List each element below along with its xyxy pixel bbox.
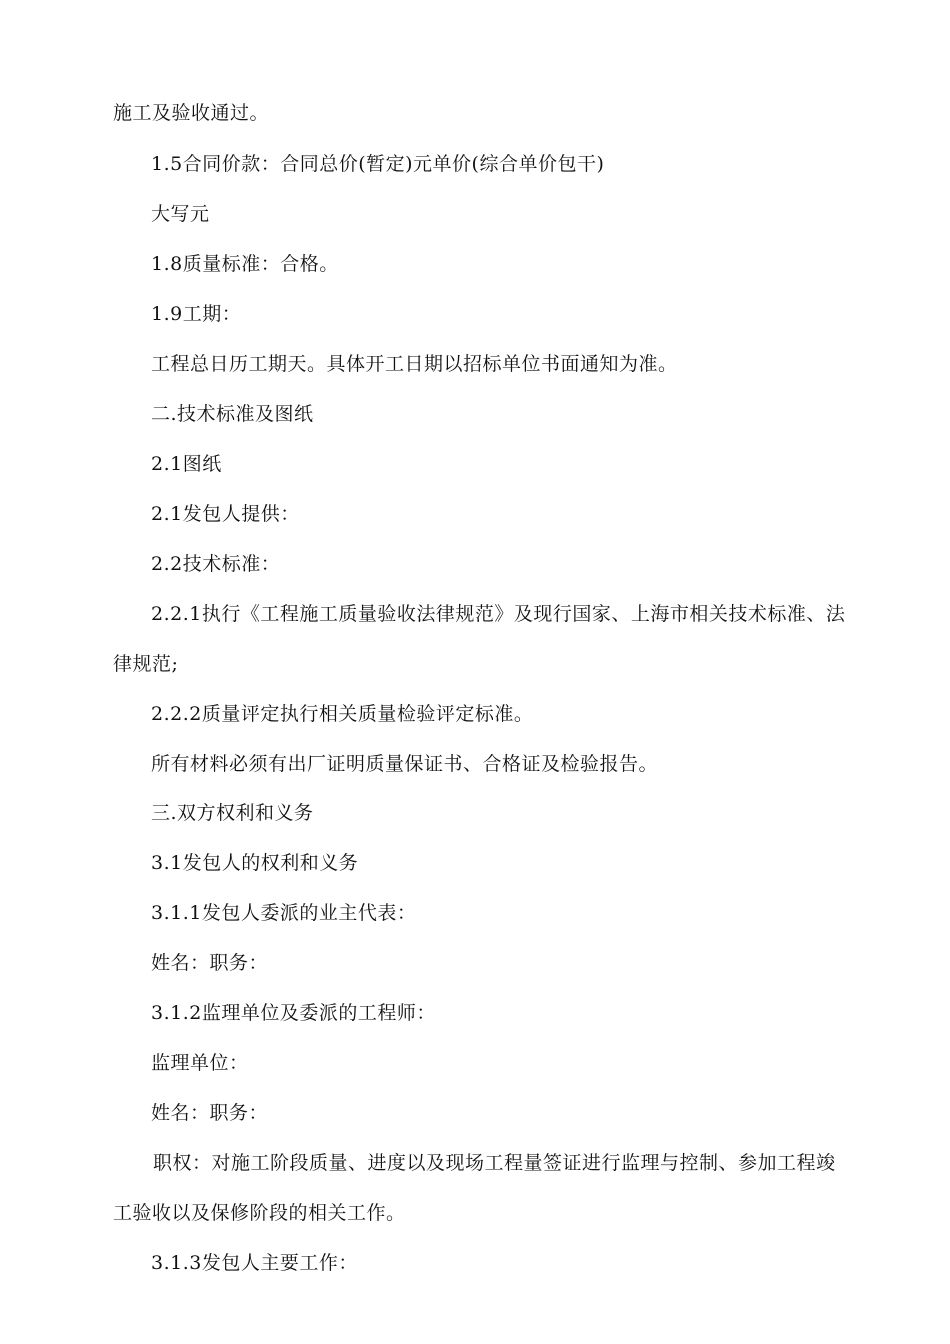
text-line: 2.2技术标准： bbox=[151, 553, 281, 575]
text-line: 1.8质量标准：合格。 bbox=[151, 253, 339, 275]
text-line: 3.1.3发包人主要工作： bbox=[151, 1252, 358, 1274]
text-line: 姓名：职务： bbox=[151, 952, 269, 974]
text-line: 大写元 bbox=[151, 203, 210, 225]
text-line: 工验收以及保修阶段的相关工作。 bbox=[113, 1202, 406, 1224]
text-line: 3.1.2监理单位及委派的工程师： bbox=[151, 1002, 436, 1024]
text-line: 2.2.2质量评定执行相关质量检验评定标准。 bbox=[151, 703, 534, 725]
text-line: 2.2.1执行《工程施工质量验收法律规范》及现行国家、上海市相关技术标准、法 bbox=[151, 603, 846, 625]
text-line: 姓名：职务： bbox=[151, 1102, 269, 1124]
text-line: 1.5合同价款：合同总价(暂定)元单价(综合单价包干) bbox=[151, 153, 605, 175]
section-heading: 二.技术标准及图纸 bbox=[151, 403, 314, 425]
text-line: 3.1发包人的权利和义务 bbox=[151, 852, 359, 874]
text-line: 施工及验收通过。 bbox=[113, 102, 270, 124]
section-heading: 三.双方权利和义务 bbox=[151, 802, 314, 824]
text-line: 律规范; bbox=[113, 653, 179, 675]
text-line: 监理单位： bbox=[151, 1052, 249, 1074]
text-line: 3.1.1发包人委派的业主代表： bbox=[151, 902, 417, 924]
text-line: 所有材料必须有出厂证明质量保证书、合格证及检验报告。 bbox=[151, 753, 659, 775]
text-line: 2.1图纸 bbox=[151, 453, 222, 475]
text-line: 职权：对施工阶段质量、进度以及现场工程量签证进行监理与控制、参加工程竣 bbox=[153, 1152, 836, 1174]
text-line: 2.1发包人提供： bbox=[151, 503, 300, 525]
text-line: 工程总日历工期天。具体开工日期以招标单位书面通知为准。 bbox=[151, 353, 678, 375]
text-line: 1.9工期： bbox=[151, 303, 242, 325]
